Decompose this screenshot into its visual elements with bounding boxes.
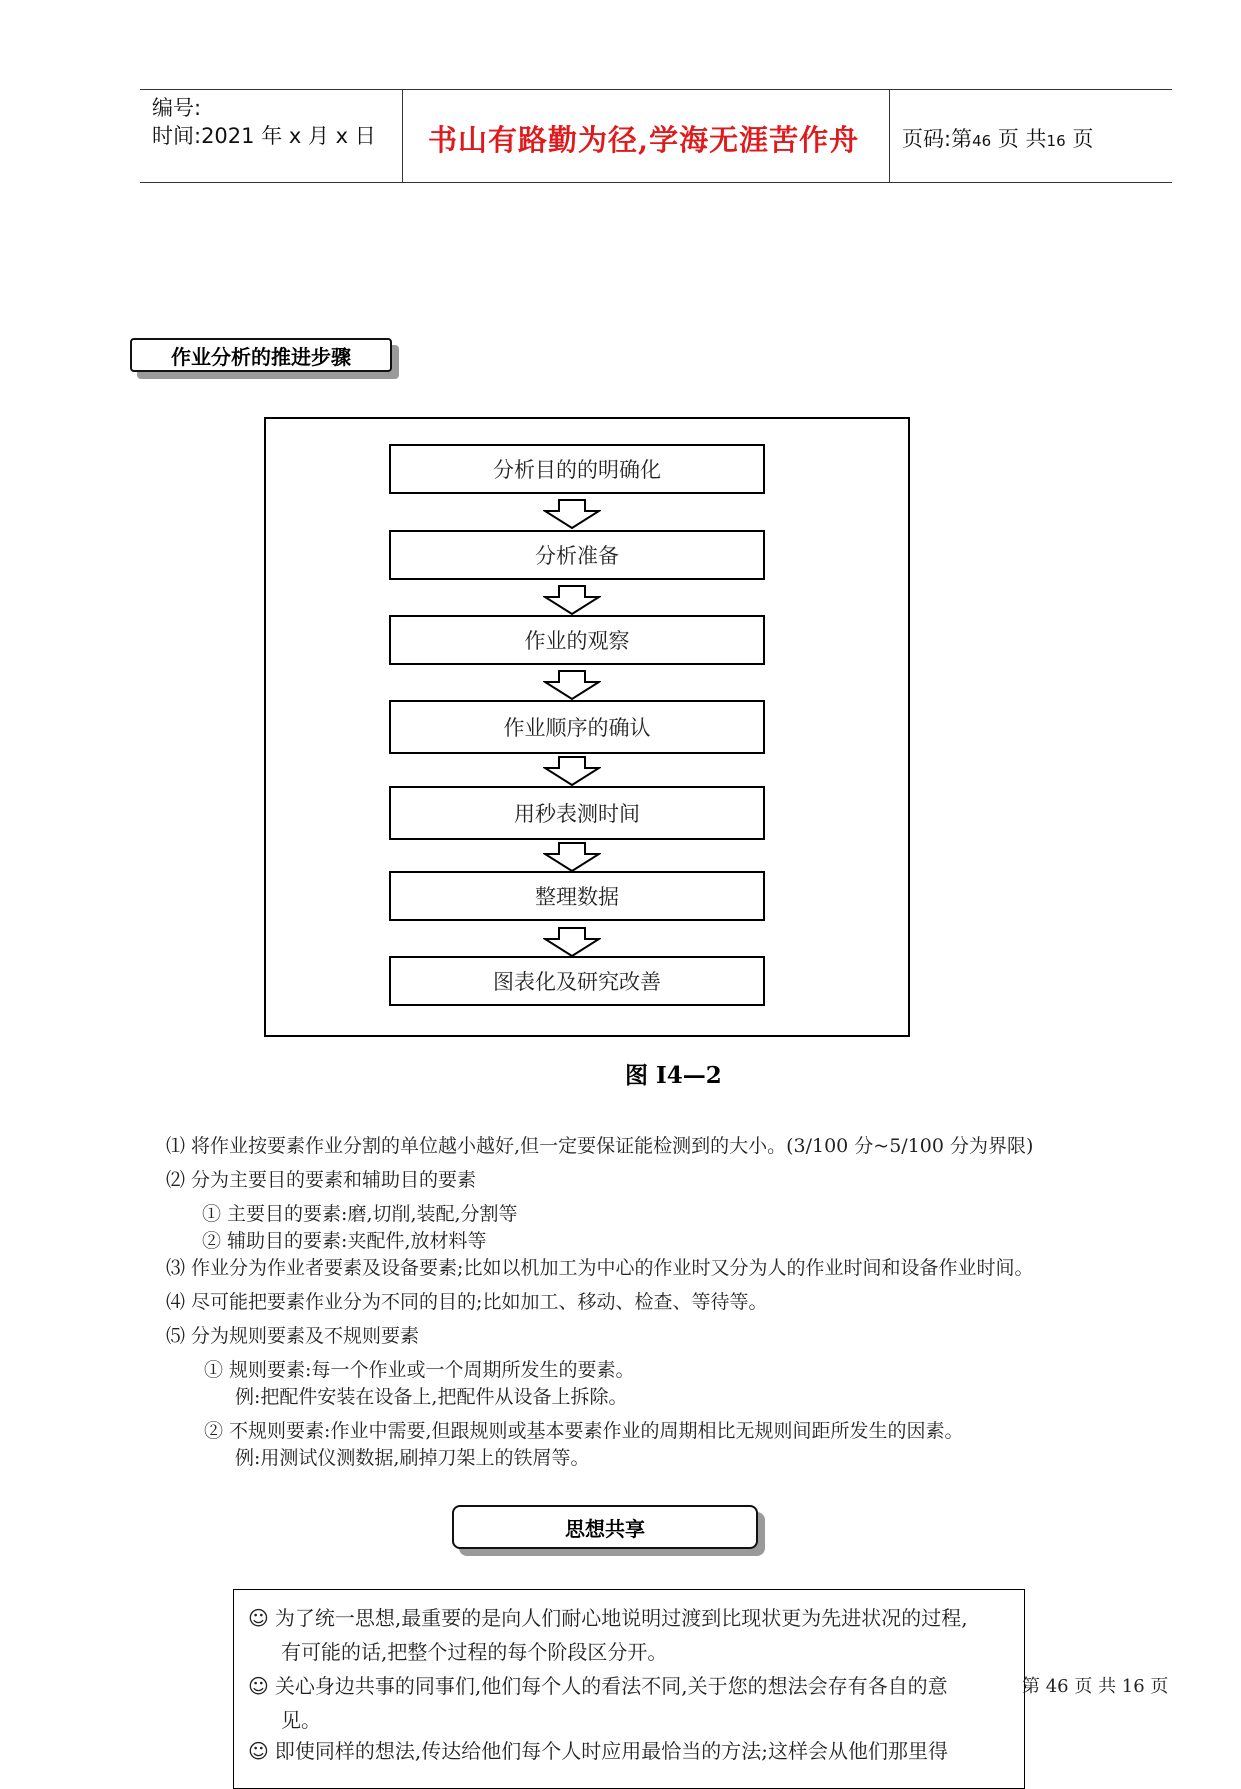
thought-line-text: 即使同样的想法,传达给他们每个人时应用最恰当的方法;这样会从他们那里得 — [274, 1739, 948, 1763]
list-item: ⑸ 分为规则要素及不规则要素 — [166, 1325, 420, 1347]
thought-line-text: 有可能的话,把整个过程的每个阶段区分开。 — [281, 1640, 668, 1664]
down-arrow-icon — [543, 585, 601, 615]
header-page-info — [902, 123, 1093, 153]
list-item: ① 规则要素:每一个作业或一个周期所发生的要素。 — [204, 1359, 635, 1381]
thought-line — [248, 1735, 948, 1764]
list-item: ⑷ 尽可能把要素作业分为不同的目的;比如加工、移动、检查、等待等。 — [166, 1291, 768, 1313]
flow-step-4-text: 作业顺序的确认 — [503, 716, 651, 740]
section-title-thought-sharing — [452, 1505, 758, 1549]
list-item: ⑴ 将作业按要素作业分割的单位越小越好,但一定要保证能检测到的大小。(3/100 分~5/100 分为界限) — [166, 1135, 1034, 1157]
flow-step-6-text: 整理数据 — [535, 885, 619, 909]
header-divider-right — [889, 90, 890, 182]
page-mid: 页 共 — [997, 127, 1047, 151]
page-current: 46 — [972, 132, 992, 150]
list-item: 例:用测试仪测数据,刷掉刀架上的铁屑等。 — [235, 1447, 590, 1469]
page-suffix: 页 — [1072, 127, 1094, 151]
page-footer: 第 46 页 共 16 页 — [1022, 1676, 1169, 1697]
page-prefix: 页码:第 — [902, 127, 973, 151]
flow-step-1 — [389, 444, 765, 494]
down-arrow-icon — [543, 670, 601, 700]
down-arrow-icon — [543, 927, 601, 957]
header-top-rule — [140, 89, 1172, 90]
flow-step-7 — [389, 956, 765, 1006]
header-time-label: 时间:2021 年 x 月 x 日 — [152, 124, 376, 148]
down-arrow-icon — [543, 842, 601, 872]
list-item: ⑶ 作业分为作业者要素及设备要素;比如以机加工为中心的作业时又分为人的作业时间和设备作业时间。 — [166, 1257, 1034, 1279]
section-title-thought-sharing-text: 思想共享 — [565, 1516, 645, 1541]
flow-step-2 — [389, 530, 765, 580]
flow-step-7-text: 图表化及研究改善 — [493, 970, 661, 994]
down-arrow-icon — [543, 756, 601, 786]
figure-caption: 图 I4—2 — [625, 1062, 722, 1089]
list-item: ② 辅助目的要素:夹配件,放材料等 — [202, 1230, 487, 1252]
header-bottom-rule — [140, 182, 1172, 183]
flow-step-1-text: 分析目的的明确化 — [493, 458, 661, 482]
smiley-icon: ☺ — [248, 1739, 269, 1763]
thought-line — [248, 1670, 948, 1699]
smiley-icon: ☺ — [248, 1606, 269, 1630]
flow-step-5-text: 用秒表测时间 — [514, 802, 640, 826]
flow-step-3 — [389, 615, 765, 665]
thought-line-text: 见。 — [281, 1708, 321, 1732]
thought-line-text: 为了统一思想,最重要的是向人们耐心地说明过渡到比现状更为先进状况的过程, — [274, 1606, 968, 1630]
flow-step-6 — [389, 871, 765, 921]
thought-line — [281, 1636, 667, 1665]
thought-line — [281, 1704, 321, 1733]
list-item: 例:把配件安装在设备上,把配件从设备上拆除。 — [235, 1386, 628, 1408]
list-item: ① 主要目的要素:磨,切削,装配,分割等 — [202, 1203, 518, 1225]
thought-line — [248, 1602, 968, 1631]
header-divider-left — [402, 90, 403, 182]
header-motto: 书山有路勤为径,学海无涯苦作舟 — [428, 123, 860, 157]
page-total: 16 — [1046, 132, 1066, 150]
down-arrow-icon — [543, 499, 601, 529]
section-title-steps — [130, 338, 392, 372]
header-number-label: 编号: — [152, 96, 202, 120]
flow-step-4 — [389, 700, 765, 754]
flow-step-3-text: 作业的观察 — [524, 629, 630, 653]
section-title-steps-text: 作业分析的推进步骤 — [171, 344, 351, 369]
flow-step-2-text: 分析准备 — [535, 544, 619, 568]
smiley-icon: ☺ — [248, 1674, 269, 1698]
flow-step-5 — [389, 786, 765, 840]
list-item: ② 不规则要素:作业中需要,但跟规则或基本要素作业的周期相比无规则间距所发生的因素。 — [204, 1420, 964, 1442]
thought-line-text: 关心身边共事的同事们,他们每个人的看法不同,关于您的想法会存有各自的意 — [274, 1674, 948, 1698]
list-item: ⑵ 分为主要目的要素和辅助目的要素 — [166, 1169, 477, 1191]
